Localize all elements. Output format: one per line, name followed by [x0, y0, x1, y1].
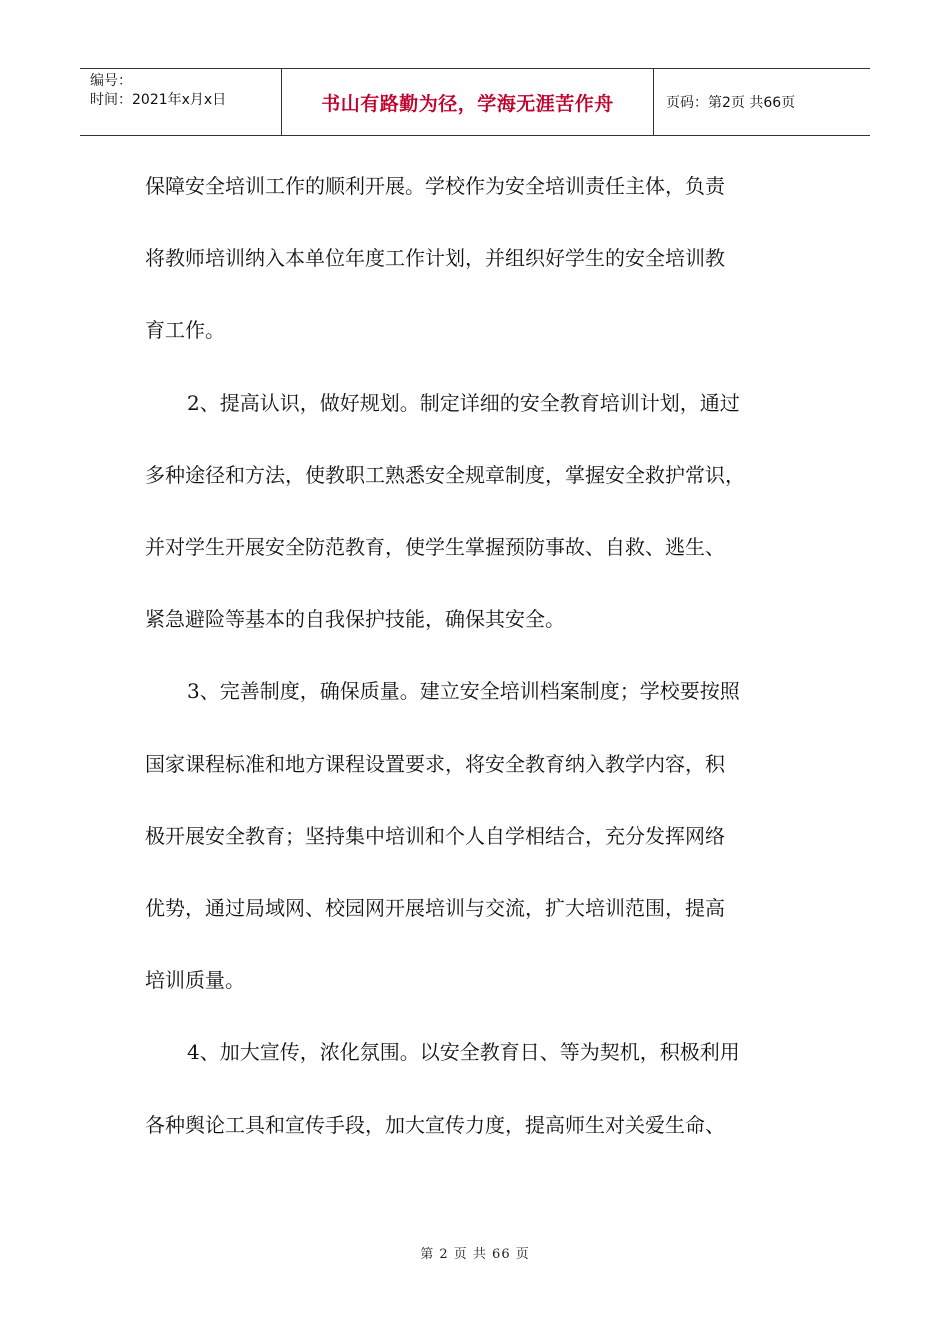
- body-line: 紧急避险等基本的自我保护技能，确保其安全。: [145, 607, 565, 632]
- document-number-label: 编号：: [90, 73, 132, 89]
- body-line: 国家课程标准和地方课程设置要求，将安全教育纳入教学内容，积: [145, 751, 725, 776]
- body-line: 2、提高认识，做好规划。制定详细的安全教育培训计划，通过: [187, 390, 740, 415]
- body-line: 保障安全培训工作的顺利开展。学校作为安全培训责任主体，负责: [145, 174, 725, 198]
- body-line: 将教师培训纳入本单位年度工作计划，并组织好学生的安全培训教: [145, 246, 725, 271]
- body-line: 3、完善制度，确保质量。建立安全培训档案制度；学校要按照: [187, 679, 740, 704]
- body-line: 培训质量。: [145, 968, 245, 993]
- body-line: 育工作。: [145, 318, 225, 343]
- body-line: 并对学生开展安全防范教育，使学生掌握预防事故、自救、逃生、: [145, 535, 725, 560]
- document-body: [145, 150, 810, 1161]
- body-line: 4、加大宣传，浓化氛围。以安全教育日、等为契机，积极利用: [187, 1040, 740, 1065]
- header-page-number: 页码：第2页 共66页: [666, 95, 796, 111]
- document-header: [80, 68, 870, 136]
- body-line: 多种途径和方法，使教职工熟悉安全规章制度，掌握安全救护常识，: [145, 462, 745, 487]
- header-motto: 书山有路勤为径，学海无涯苦作舟: [282, 69, 654, 135]
- page-footer: 第 2 页 共 66 页: [420, 1247, 530, 1262]
- document-date-label: 时间：2021年x月x日: [90, 92, 227, 108]
- body-line: 各种舆论工具和宣传手段，加大宣传力度，提高师生对关爱生命、: [145, 1112, 725, 1137]
- body-line: 极开展安全教育；坚持集中培训和个人自学相结合，充分发挥网络: [145, 823, 725, 848]
- header-meta: [80, 69, 282, 135]
- body-line: 优势，通过局域网、校园网开展培训与交流，扩大培训范围，提高: [145, 896, 725, 921]
